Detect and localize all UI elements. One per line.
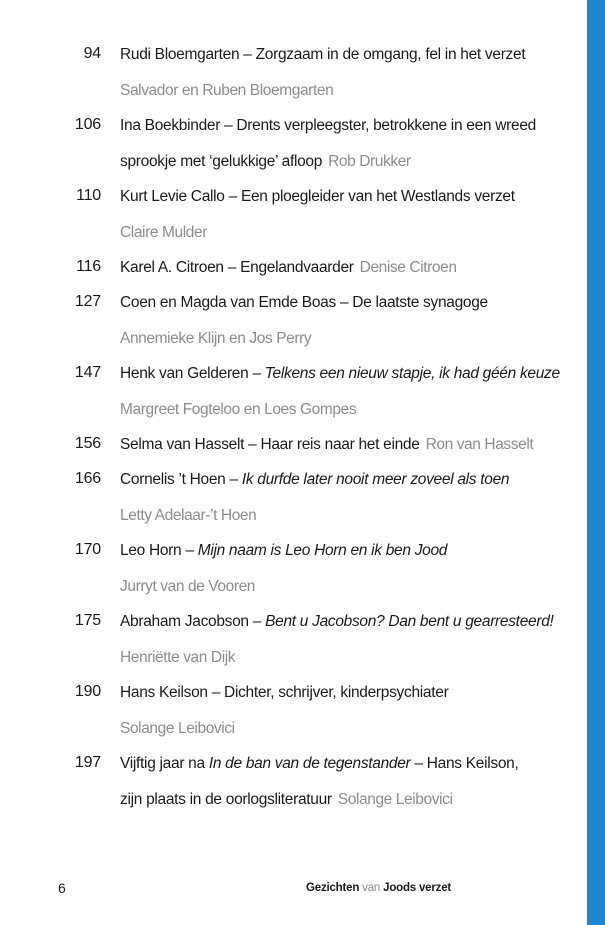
side-color-bar [587,0,605,925]
entry-subtitle: Mijn naam is Leo Horn en ik ben Jood [197,542,448,559]
entry-title-line [120,541,580,577]
entry-title-line1: Ina Boekbinder – Drents verpleegster, betrokkene in een wreed [120,117,536,134]
entry-title-line [120,258,580,294]
entry-title: Kurt Levie Callo – Een ploegleider van het Westlands verzet [120,188,515,205]
book-title: In de ban van de tegenstander [208,755,411,772]
entry-name: Leo Horn – [120,542,198,559]
entry-author: Denise Citroen [359,259,457,276]
entry-title-line [120,435,580,471]
entry-author: Letty Adelaar-’t Hoen [120,506,257,524]
entry-title-line [120,612,580,648]
entry-author: Henriëtte van Dijk [120,648,236,666]
footer-running-title: Gezichten van Joods verzet [306,882,452,894]
page-number: 116 [76,258,101,275]
entry-subtitle: Ik durfde later nooit meer zoveel als toen [241,471,510,488]
entry-title-line [120,364,580,400]
page-number: 110 [76,187,101,204]
page-number: 175 [74,612,101,629]
page-number: 166 [74,470,101,487]
entry-author: Salvador en Ruben Bloemgarten [120,81,334,99]
entry-subtitle: Telkens een nieuw stapje, ik had géén keuze [264,365,560,382]
page-number: 94 [83,45,101,62]
entry-name: Henk van Gelderen – [120,365,265,382]
entry-name: Cornelis ’t Hoen – [120,471,242,488]
entry-title: Hans Keilson – Dichter, schrijver, kinderpsychiater [120,684,449,701]
entry-name: Abraham Jacobson – [120,613,266,630]
entry-title-line1: Vijftig jaar na In de ban van de tegenstander – Hans Keilson, [120,755,519,772]
entry-author: Solange Leibovici [337,790,453,808]
entry-title-line2: sprookje met ‘gelukkige’ afloop Rob Drukker [120,152,411,170]
entry-title-line2: zijn plaats in de oorlogsliteratuur Solange Leibovici [120,790,453,808]
entry-author: Rob Drukker [328,152,411,170]
page-number: 197 [74,754,101,771]
entry-author: Ron van Hasselt [425,436,534,453]
footer-page-number: 6 [58,880,66,896]
entry-title: Rudi Bloemgarten – Zorgzaam in de omgang, fel in het verzet [120,46,526,63]
entry-author: Jurryt van de Vooren [120,577,256,595]
entry-title: Karel A. Citroen – Engelandvaarder [120,259,354,276]
entry-author: Margreet Fogteloo en Loes Gompes [120,400,357,418]
page-number: 156 [74,435,101,452]
page-number: 127 [74,293,101,310]
entry-author: Annemieke Klijn en Jos Perry [120,329,312,347]
page-number: 147 [74,364,101,381]
entry-title-line [120,470,580,506]
entry-author: Claire Mulder [120,223,207,241]
page-number: 170 [74,541,101,558]
entry-title: Coen en Magda van Emde Boas – De laatste synagoge [120,294,488,311]
page-number: 106 [74,116,101,133]
page-number: 190 [74,683,101,700]
entry-subtitle: Bent u Jacobson? Dan bent u gearresteerd! [265,613,554,630]
entry-title: Selma van Hasselt – Haar reis naar het einde [120,436,420,453]
entry-author: Solange Leibovici [120,719,235,737]
